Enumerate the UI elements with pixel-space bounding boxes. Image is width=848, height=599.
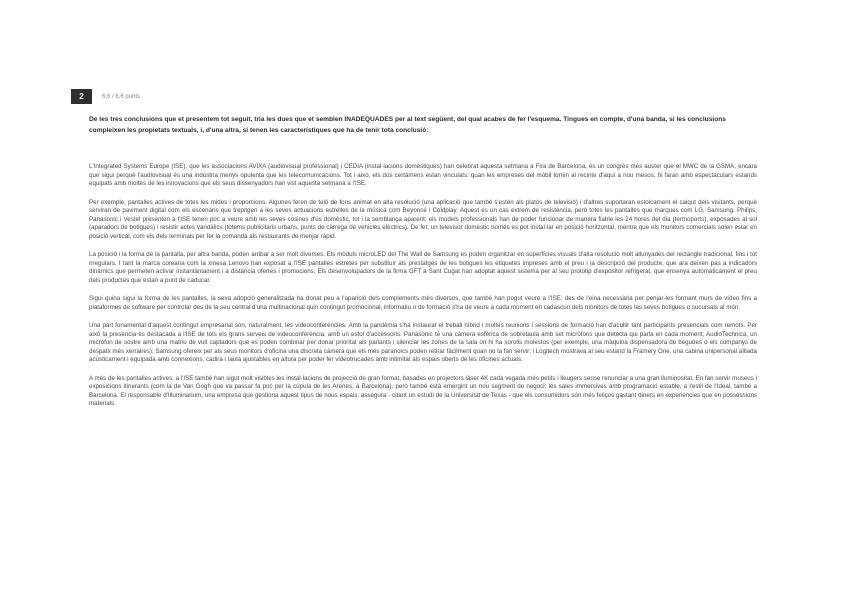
question-prompt: De les tres conclusions que et presentem tot seguit, tria les dues que et semblen INADEQUADES per al text següent, del qual acabes de fer l'esquema. Tingues en compte, d'una banda, si les conclusions compleixen les propietats textuals, i, d'una altra, si tenen les característiques que ha de tenir tota conclusió: (89, 116, 726, 134)
text-paragraph-4: Sigui quina sigui la forma de les pantalles, la seva adopció generalitzada ha donat peu a l'aparició dels complements més diversos, que també han pogut veure a l'ISE: des de l'eina necessària per penjar-les formant murs de vídeo fins a plataformes de software per controlar des de la seu central d'una multinacional quin contingut promocional, informatiu o de formació s'ha de veure a cada moment en cadascun dels monitors de totes les seves botigues o sucursals al món. (89, 295, 757, 311)
text-paragraph-2: Per exemple, pantalles actives de totes les mides i proporcions. Algunes feren de teló de fons animat en alta resolució (una aplicació que també s'estén als platós de televisió) i d'altres suportaran estoicament el caiqut dels visitants, perquè serviran de paviment digital com els escenaris que trepitgen a les seves actuacions estrelles de la música com Beyoncé i Coldplay. Aquest és un cas extrem de resistència, però totes les pantalles que marques com LG, Samsung, Philips, Panasonic i Vestel presenten a l'ISE tenen poc a veure amb les seves cosines d'ús domèstic, tot i la semblança aparent: els models professionals han de poder funcionar de manera fiable les 24 hores del dia (termoports), exposades al sol (aparadors de botigues) i resistir actes vandàlics (tòtems publicitaris urbans, punts de càrrega de vehicles elèctrics). De fet, un televisor domèstic només es pot instal·lar en posició horitzontal, mentre que els monitors comercials solen estar en posició vertical, com els dels terminals per fer la comanda als restaurants de menjar ràpid. (89, 198, 757, 240)
question-number-badge: 2 (71, 89, 92, 104)
source-text (89, 163, 757, 419)
question-header (71, 89, 140, 104)
text-paragraph-6: A més de les pantalles actives, a l'ISE també han sigut molt visibles les instal·lacions de projecció de gran format, basades en projectors làser 4K cada vegada més petits i lleugers sense renunciar a una gran lluminositat. En fan servir museus i exposicions itinerants (com la de Van Gogh que va passar fa poc per la cúpula de les Arenes, a Barcelona), però també està emergint un nou segment de negoci: les sales immersives amb programació estable, a l'estil de l'Ideal, també a Barcelona. El responsable d'Illuminarium, una empresa que gestiona aquest tipus de nous espais, assegura - citant un estudi de la Universitat de Texas - que els consumidors són més feliços gastant diners en experiències que en possessions materials. (89, 374, 757, 407)
text-paragraph-5: Una part fonamental d'aquest contingut empresarial són, naturalment, les videoconferències. Amb la pandèmia s'ha instaurat el treball híbrid i moltes reunions i sessions de formació han d'acollir tant participants presencials com remots. Per això la presència és destacada a l'ISE de tots els grans serveis de videoconferència, amb un estol d'accessoris. Panasonic té una càmera esfèrica de sobretaula amb set micròfons que detecta qui parla en cada moment; AudioTechnica, un micròfon de sostre amb una matriu de vuit captadors que es poden combinar per donar prioritat als parlants i silenciar les zones de la sala on hi ha sorolls molestos (per exemple, una màquina dispensadora de begudes o els companys de despatx més xerraires); Samsung ofereix per als seus monitors d'oficina una discreta càmera que els més paranoics poden retirar fàcilment quan no la fan servir; i Logitech mostrava al seu estand la Framery One, una cabina unipersonal aïllada acústicament i equipada amb connexions, cadira i taula ajustables en altura per poder fer videotrucades amb intimitat als espais oberts de les oficines actuals. (89, 322, 757, 363)
text-paragraph-3: La posició i la forma de la pantalla, per altra banda, poden arribar a ser molt diverses. Els mòduls microLED del The Wall de Samsung es poden organitzar en superfícies visuals d'alta resolució molt allunyades del rectangle tradicional, fins i tot irregulars. I tant la marca coreana com la xinesa Lenovo han exposat a l'ISE pantalles estretes per substituir als prestatges de les botigues les etiquetes impreses amb el preu i la descripció del producte, que ara deixen pas a indicadors dinàmics que permeten activar instantàniament i a distància ofertes i promocions. Els desenvolupadors de la firma GFT a Sant Cugat han adoptat aquest sistema per al seu prototip d'expositor refrigerat, que ensenya automàticament el preu dels productes que estan a punt de caducar. (89, 251, 757, 284)
question-points: 6,6 / 6,6 punts (102, 93, 141, 100)
text-paragraph-1: L'Integrated Systems Europe (ISE), que les associacions AVIXA (audiovisual professional) i CEDIA (instal·lacions domèstiques) han celebrat aquesta setmana a Fira de Barcelona, és un congrés més auster que el MWC de la GSMA, encara que sigui perquè l'audiovisual és una indústria menys opulenta que les telecomunicacions. Tot i això, els dos certàmens estan vinculats: quan les empreses del mòbil tornin al recinte d'aquí a nou mesos, hi faran amb espectaculars estands equipats amb moltes de les innovacions que els seus dissenyadors han vist aquesta setmana a l'ISE. (89, 163, 757, 187)
